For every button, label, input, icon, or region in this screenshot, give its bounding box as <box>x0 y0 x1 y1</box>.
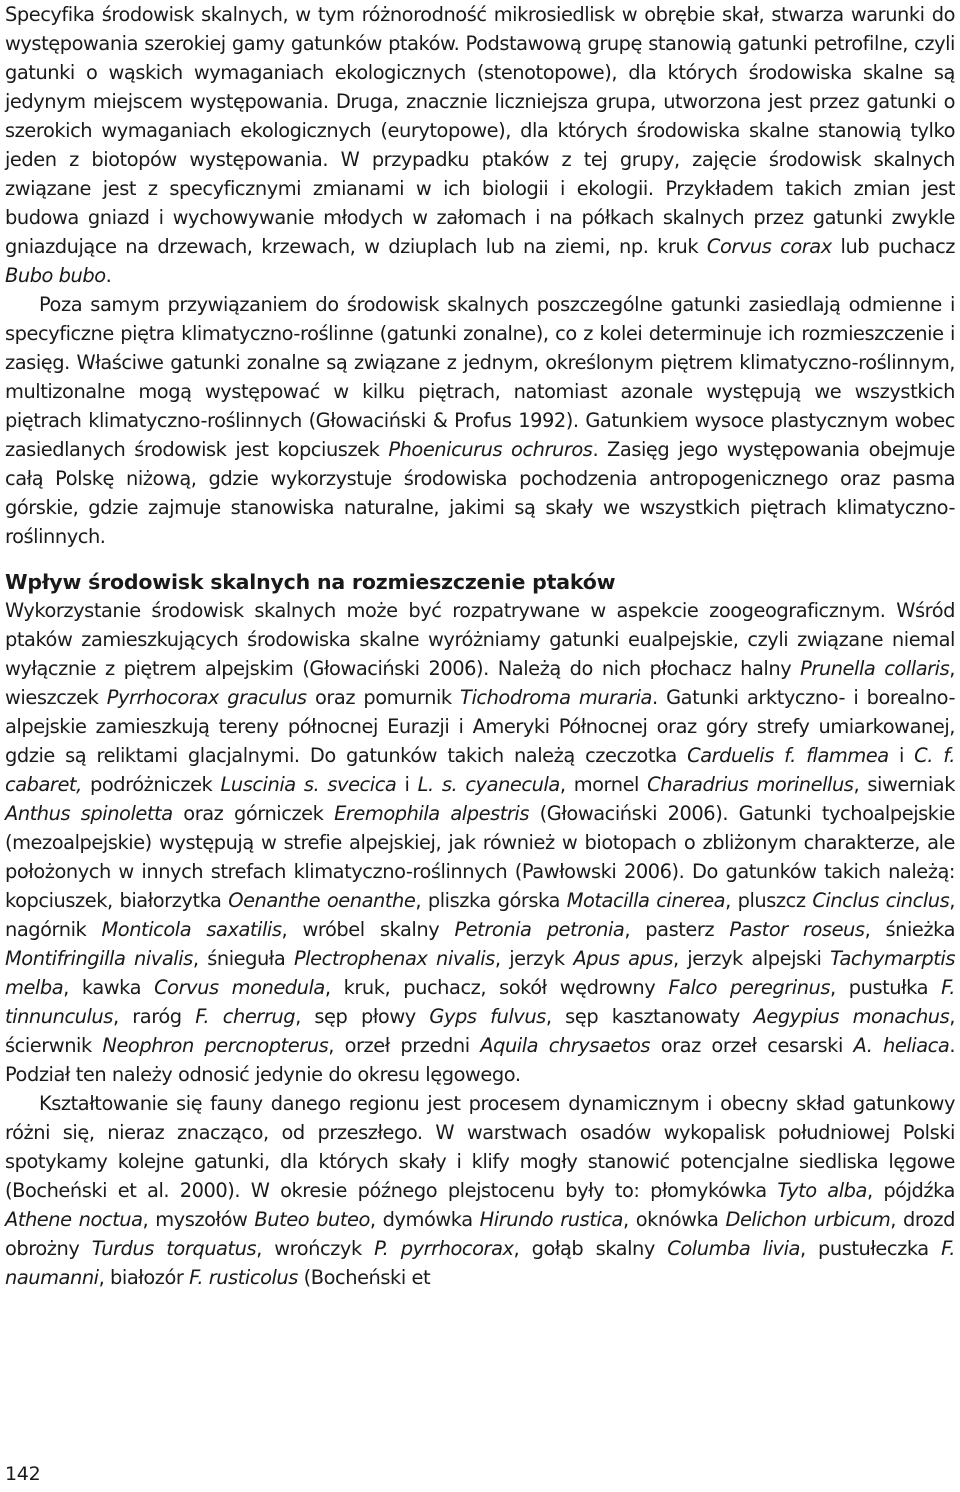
species-name: Gyps fulvus <box>429 1005 546 1028</box>
paragraph-text: , jerzyk alpejski <box>672 947 831 970</box>
paragraph-text: , pustułeczka <box>799 1237 942 1260</box>
species-name: Carduelis f. flammea <box>687 744 889 767</box>
species-name: F. tinnunculus <box>5 976 955 1028</box>
paragraph-text: lub puchacz <box>831 235 956 258</box>
species-name: Corvus monedula <box>154 976 325 999</box>
paragraph <box>5 290 955 551</box>
species-name: P. pyrrhocorax <box>374 1237 514 1260</box>
paragraph-text: , pluszcz <box>725 889 813 912</box>
paragraph-text: , raróg <box>112 1005 196 1028</box>
paragraph-text: , kruk, puchacz, sokół wędrowny <box>324 976 669 999</box>
paragraph-text: , jerzyk <box>494 947 574 970</box>
page-number: 142 <box>5 1463 41 1485</box>
species-name: Athene noctua <box>5 1208 143 1231</box>
species-name: Phoenicurus ochruros <box>388 438 593 461</box>
species-name: Aegypius monachus <box>753 1005 950 1028</box>
species-name: Charadrius morinellus <box>647 773 854 796</box>
paragraph-text: . Gatunki arktyczno- i borealno-alpejskie zamieszkują tereny północnej Eurazji i Ameryki Północnej oraz góry strefy umiarkowanej, gdzie są reliktami glacjalnymi. Do gatunków takich należą czeczotka <box>5 686 956 767</box>
paragraph-text: i <box>396 773 418 796</box>
paragraph-text: , sęp płowy <box>295 1005 430 1028</box>
paragraph-text: oraz orzeł cesarski <box>650 1034 854 1057</box>
paragraph-text: , dymówka <box>369 1208 480 1231</box>
species-name: Motacilla cinerea <box>566 889 726 912</box>
paragraph-text: , orzeł przedni <box>328 1034 481 1057</box>
paragraph-text: , pasterz <box>624 918 730 941</box>
paragraph-text: , mornel <box>559 773 648 796</box>
paragraph-text: . Podział ten należy odnosić jedynie do okresu lęgowego. <box>5 1034 956 1086</box>
paragraph-text: , pustułka <box>830 976 942 999</box>
paragraph <box>5 596 955 1089</box>
species-name: Tachymarptis melba <box>5 947 955 999</box>
paragraph-text: , sęp kasztanowaty <box>545 1005 754 1028</box>
species-name: F. cherrug <box>195 1005 296 1028</box>
species-name: Bubo bubo <box>5 264 106 287</box>
paragraph-text: , siwerniak <box>853 773 955 796</box>
paragraph-text: oraz pomurnik <box>306 686 461 709</box>
species-name: C. f. cabaret, <box>5 744 955 796</box>
top-paragraphs <box>5 0 955 551</box>
species-name: F. naumanni <box>5 1237 956 1289</box>
paragraph-text: . Zasięg jego występowania obejmuje całą Polskę niżową, gdzie wykorzystuje środowiska pochodzenia antropogenicznego oraz pasma górskie, gdzie zajmuje stanowiska naturalne, jakimi są skały we wszystkich piętrach klimatyczno-roślinnych. <box>5 438 955 548</box>
paragraph-text: oraz górniczek <box>172 802 335 825</box>
paragraph-text: , śnieguła <box>192 947 294 970</box>
paragraph-text: , nagórnik <box>5 889 955 941</box>
paragraph-text: , drozd obrożny <box>5 1208 955 1260</box>
species-name: Tichodroma muraria <box>460 686 652 709</box>
species-name: Petronia petronia <box>454 918 625 941</box>
paragraph <box>5 0 955 290</box>
paragraph-text: (Głowaciński 2006). Gatunki tychoalpejskie (mezoalpejskie) występują w strefie alpejskiej, jak również w biotopach o zbliżonym charakterze, ale położonych w innych strefach klimatyczno-roślinnych (Pawłowski 2006). Do gatunków takich należą: kopciuszek, białorzytka <box>5 802 955 912</box>
section-paragraphs <box>5 596 955 1292</box>
species-name: F. rusticolus <box>189 1266 298 1289</box>
paragraph-text: . <box>105 264 112 287</box>
species-name: Delichon urbicum <box>725 1208 891 1231</box>
paragraph-text: , myszołów <box>142 1208 255 1231</box>
paragraph-text: , wróbel skalny <box>281 918 455 941</box>
paragraph-text: i <box>888 744 915 767</box>
paragraph-text: podróżniczek <box>81 773 221 796</box>
species-name: Cinclus cinclus <box>812 889 950 912</box>
species-name: Pastor roseus <box>729 918 865 941</box>
species-name: Pyrrhocorax graculus <box>106 686 307 709</box>
species-name: Falco peregrinus <box>668 976 831 999</box>
paragraph-text: , pliszka górska <box>415 889 567 912</box>
paragraph-text: Poza samym przywiązaniem do środowisk skalnych poszczególne gatunki zasiedlają odmienne i specyficzne piętra klimatyczno-roślinne (gatunki zonalne), co z kolei determinuje ich rozmieszczenie i zasięg. Właściwe gatunki zonalne są związane z jednym, określonym piętrem klimatyczno-roślinnym, multizonalne mogą występować w kilku piętrach, natomiast azonale występują we wszystkich piętrach klimatyczno-roślinnych (Głowaciński & Profus 1992). Gatunkiem wysoce plastycznym wobec zasiedlanych środowisk jest kopciuszek <box>5 293 955 461</box>
species-name: Buteo buteo <box>254 1208 370 1231</box>
species-name: A. heliaca <box>853 1034 950 1057</box>
paragraph-text: Specyfika środowisk skalnych, w tym różnorodność mikrosiedlisk w obrębie skał, stwarza warunki do występowania szerokiej gamy gatunków ptaków. Podstawową grupę stanowią gatunki petrofilne, czyli gatunki o wąskich wymaganiach ekologicznych (stenotopowe), dla których środowiska skalne są jedynym miejscem występowania. Druga, znacznie liczniejsza grupa, utworzona jest przez gatunki o szerokich wymaganiach ekologicznych (eurytopowe), dla których środowiska skalne stanowią tylko jeden z biotopów występowania. W przypadku ptaków z tej grupy, zajęcie środowisk skalnych związane jest z specyficznymi zmianami w ich biologii i ekologii. Przykładem takich zmian jest budowa gniazd i wychowywanie młodych w załomach i na półkach skalnych przez gatunki zwykle gniazdujące na drzewach, krzewach, w dziuplach lub na ziemi, np. kruk <box>5 3 955 258</box>
species-name: Corvus corax <box>706 235 832 258</box>
paragraph-text: Wykorzystanie środowisk skalnych może być rozpatrywane w aspekcie zoogeograficznym. Wśród ptaków zamieszkujących środowiska skalne wyróżniamy gatunki eualpejskie, czyli związane niemal wyłącznie z piętrem alpejskim (Głowaciński 2006). Należą do nich płochacz halny <box>5 599 955 680</box>
species-name: Tyto alba <box>777 1179 867 1202</box>
species-name: Neophron percnopterus <box>102 1034 329 1057</box>
species-name: Prunella collaris <box>800 657 950 680</box>
species-name: Monticola saxatilis <box>101 918 282 941</box>
species-name: Eremophila alpestris <box>334 802 530 825</box>
species-name: Anthus spinoletta <box>5 802 173 825</box>
paragraph-text: , oknówka <box>622 1208 726 1231</box>
paragraph <box>5 1089 955 1292</box>
paragraph-text: , śnieżka <box>864 918 956 941</box>
paragraph-text: , kawka <box>63 976 155 999</box>
paragraph-text: Kształtowanie się fauny danego regionu jest procesem dynamicznym i obecny skład gatunkowy różni się, nieraz znacząco, od przeszłego. W warstwach osadów wykopalisk południowej Polski spotykamy kolejne gatunki, dla których skały i klify mogły stanowić potencjalne siedliska lęgowe (Bocheński et al. 2000). W okresie późnego plejstocenu były to: płomykówka <box>5 1092 955 1202</box>
species-name: Hirundo rustica <box>479 1208 623 1231</box>
paragraph-text: , ścierwnik <box>5 1005 956 1057</box>
species-name: L. s. cyanecula <box>417 773 560 796</box>
species-name: Montifringilla nivalis <box>5 947 193 970</box>
species-name: Aquila chrysaetos <box>480 1034 651 1057</box>
species-name: Plectrophenax nivalis <box>293 947 495 970</box>
paragraph-text: , wieszczek <box>5 657 955 709</box>
species-name: Columba livia <box>667 1237 800 1260</box>
species-name: Oenanthe oenanthe <box>228 889 416 912</box>
species-name: Turdus torquatus <box>91 1237 257 1260</box>
species-name: Luscinia s. svecica <box>220 773 397 796</box>
section-heading: Wpływ środowisk skalnych na rozmieszczenie ptaków <box>5 570 616 594</box>
page-content <box>5 0 955 1292</box>
paragraph-text: , wrończyk <box>256 1237 375 1260</box>
paragraph-text: , białozór <box>98 1266 190 1289</box>
species-name: Apus apus <box>573 947 673 970</box>
paragraph-text: (Bocheński et <box>297 1266 431 1289</box>
paragraph-text: , gołąb skalny <box>513 1237 668 1260</box>
paragraph-text: , pójdźka <box>866 1179 955 1202</box>
